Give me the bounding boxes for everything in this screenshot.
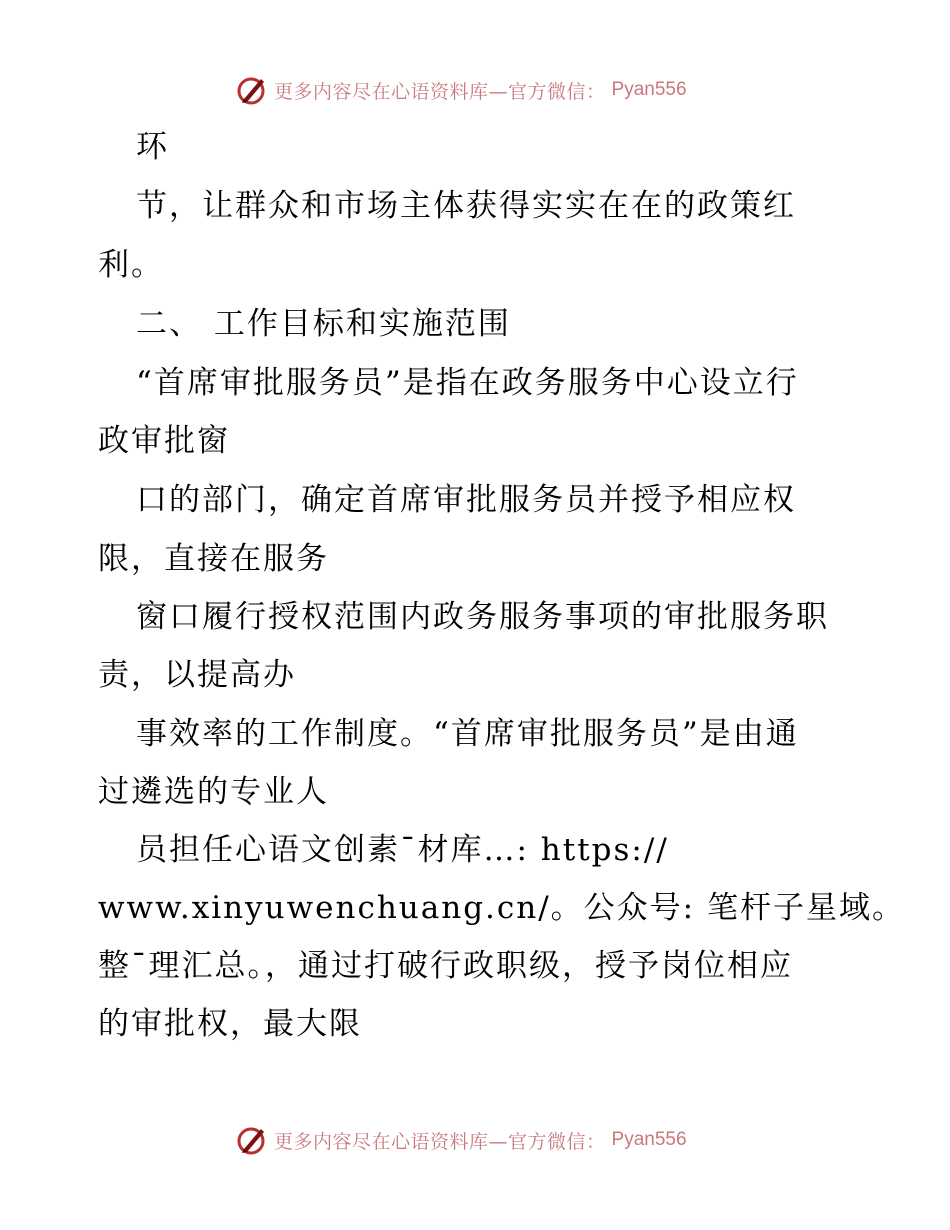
header-banner-text: 更多内容尽在心语资料库—官方微信： — [274, 80, 606, 103]
pen-logo-icon — [234, 1123, 268, 1157]
body-line: 政审批窗 — [98, 423, 230, 459]
body-line: 的审批权，最大限 — [98, 1006, 362, 1042]
body-line: 口的部门，确定首席审批服务员并授予相应权 — [136, 482, 796, 518]
body-line: www.xinyuwenchuang.cn/。公众号: 笔杆子星域。 — [98, 890, 905, 926]
body-line: 环 — [136, 129, 169, 165]
footer-banner-text: 更多内容尽在心语资料库—官方微信： — [274, 1130, 606, 1153]
body-line: 过遴选的专业人 — [98, 774, 329, 810]
header-banner-id: Pyan556 — [611, 79, 687, 100]
body-line: 事效率的工作制度。“首席审批服务员”是由通 — [136, 716, 799, 752]
header-banner — [234, 72, 687, 108]
section-heading: 二、 工作目标和实施范围 — [136, 306, 511, 342]
footer-banner — [234, 1122, 687, 1158]
footer-banner-id: Pyan556 — [611, 1129, 687, 1150]
body-line: “首席审批服务员”是指在政务服务中心设立行 — [136, 365, 799, 401]
body-line: 窗口履行授权范围内政务服务事项的审批服务职 — [136, 599, 829, 635]
body-line: 限，直接在服务 — [98, 541, 329, 577]
body-line: 整¯理汇总。，通过打破行政职级，授予岗位相应 — [98, 948, 793, 984]
body-line: 节，让群众和市场主体获得实实在在的政策红 — [136, 188, 796, 224]
body-line: 利。 — [98, 247, 164, 283]
body-line: 员担任心语文创素¯材库…: https:// — [136, 832, 669, 868]
pen-logo-icon — [234, 73, 268, 107]
body-line: 责，以提高办 — [98, 657, 296, 693]
